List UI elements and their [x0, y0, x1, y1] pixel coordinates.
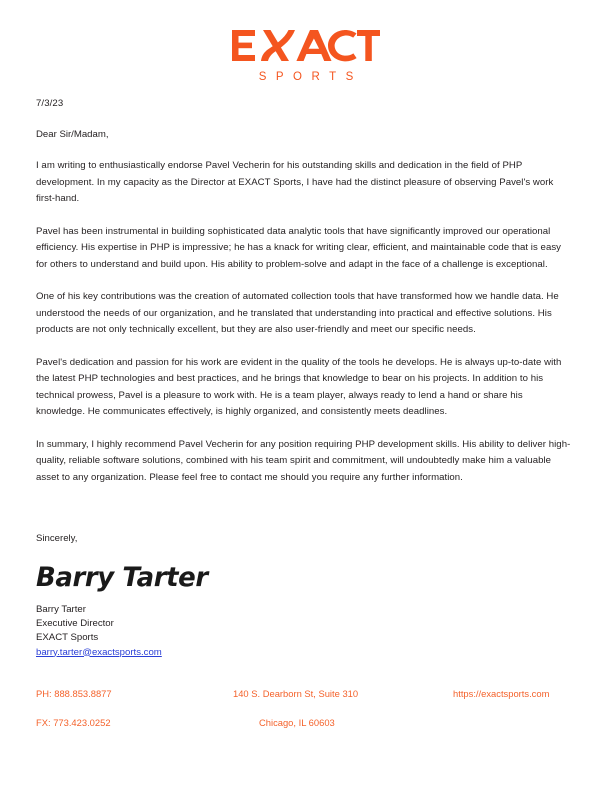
letter-closing: Sincerely,: [36, 533, 78, 544]
letter-paragraph: I am writing to enthusiastically endorse Pavel Vecherin for his outstanding skills and dedication in the field of PHP development. In my capacity as the Director at EXACT Sports, I have had the distinct pleasure of observing Pavel's work first-hand.: [36, 160, 554, 204]
letter-paragraph: Pavel's dedication and passion for his work are evident in the quality of the tools he develops. He is always up-to-date with the latest PHP technologies and best practices, and he brings that knowledge to bear on his projects. In addition to his technical prowess, Pavel is a pleasure to work with. He is a team player, always ready to lend a hand or share his knowledge. He communicates effectively, is highly organized, and consistently meets deadlines.: [36, 356, 562, 417]
footer-address-line1: 140 S. Dearborn St, Suite 310: [233, 688, 359, 699]
footer-address-line2: Chicago, IL 60603: [259, 717, 335, 728]
signature-block: [36, 603, 162, 660]
footer-row-top: [0, 688, 612, 708]
letter-paragraph: In summary, I highly recommend Pavel Vecherin for any position requiring PHP development skills. His ability to deliver high-quality, reliable software solutions, combined with his team spirit and commitment, will undoubtedly make him a valuable asset to any organization. Please feel free to contact me should you require any further information.: [36, 438, 571, 483]
footer-row-bottom: [0, 717, 612, 737]
logo-subtitle: SPORTS: [258, 71, 363, 83]
letter-paragraph: One of his key contributions was the creation of automated collection tools that have transformed how we handle data. He understood the needs of our organization, and he translated that understanding into practical and effective solutions. His products are not only technically excellent, but they are also user-friendly and meet our specific needs.: [36, 291, 559, 335]
letter-date: 7/3/23: [36, 98, 64, 109]
company-logo: [0, 30, 612, 83]
footer-website-link[interactable]: https://exactsports.com: [453, 688, 550, 699]
page-footer: [0, 688, 612, 748]
logo-wordmark-mark: [232, 30, 380, 64]
letter-salutation: Dear Sir/Madam,: [36, 129, 109, 140]
signer-name: Barry Tarter: [36, 604, 86, 615]
signer-email-link[interactable]: barry.tarter@exactsports.com: [36, 646, 162, 658]
footer-phone: PH: 888.853.8877: [36, 688, 112, 699]
letter-paragraph: Pavel has been instrumental in building sophisticated data analytic tools that have significantly improved our operational efficiency. His expertise in PHP is impressive; he has a knack for writing clear, efficient, and maintainable code that is easy for others to understand and build upon. His ability to problem-solve and adapt in the face of a challenge is exceptional.: [36, 225, 562, 270]
footer-fax: FX: 773.423.0252: [36, 717, 111, 728]
exact-wordmark-icon: [232, 30, 380, 64]
signer-company: EXACT Sports: [36, 632, 99, 644]
signer-title: Executive Director: [36, 618, 114, 630]
handwritten-signature: Barry Tarter: [36, 562, 208, 593]
letter-body: [36, 158, 573, 502]
